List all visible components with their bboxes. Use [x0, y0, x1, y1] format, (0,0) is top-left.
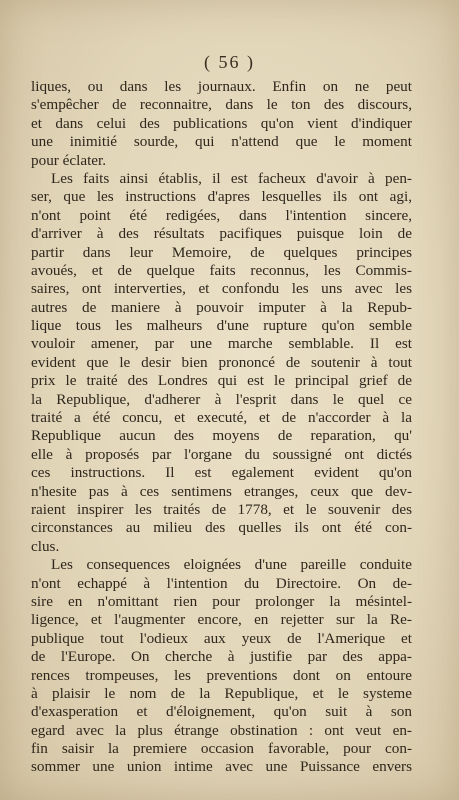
text-line: d'arriver à des résultats pacifiques puisque loin de: [31, 225, 412, 243]
text-line: d'exasperation et d'éloignement, qu'on suit à son: [31, 703, 412, 721]
page-number: ( 56 ): [204, 52, 255, 72]
text-line: Les faits ainsi établis, il est facheux d'avoir à pen-: [51, 169, 412, 187]
text-line: autres de maniere à pouvoir imputer à la Repub-: [31, 298, 412, 316]
text-line: à plaisir le nom de la Republique, et le systeme: [31, 684, 412, 702]
text-line: fin saisir la premiere occasion favorable, pour con-: [31, 740, 412, 758]
text-line: n'hesite pas à ces sentimens etranges, ceux que dev-: [31, 482, 412, 500]
text-line: saires, ont interverties, et confondu les uns avec les: [31, 280, 412, 298]
text-line: Republique aucun des moyens de reparation, qu': [31, 427, 412, 445]
text-line: elle à proposés par l'organe du soussigné ont dictés: [31, 445, 412, 463]
body-text: [31, 78, 412, 777]
text-line: une inimitié sourde, qui n'attend que le moment: [31, 133, 412, 151]
text-line: vouloir amener, par une marche semblable. Il est: [31, 335, 412, 353]
text-line: sire en n'omittant rien pour prolonger la mésintel-: [31, 592, 412, 610]
text-line: liques, ou dans les journaux. Enfin on ne peut: [31, 78, 412, 95]
text-line: la Republique, d'adherer à l'esprit dans le quel ce: [31, 390, 412, 408]
text-line: de l'Europe. On cherche à justifie par des appa-: [31, 648, 412, 666]
text-line: circonstances au milieu des quelles ils ont été con-: [31, 519, 412, 537]
text-line: Les consequences eloignées d'une pareille conduite: [51, 556, 412, 574]
text-line: rences trompeuses, les preventions dont on entoure: [31, 666, 412, 684]
text-line: publique tout l'odieux aux yeux de l'Amerique et: [31, 629, 412, 647]
text-line: lique tous les malheurs d'une rupture qu'on semble: [31, 317, 412, 335]
text-line: pour éclater.: [31, 151, 107, 169]
text-line: ligence, et l'augmenter encore, en rejetter sur la Re-: [31, 611, 412, 629]
text-line: traité a été concu, et executé, et de n'accorder à la: [31, 409, 412, 427]
text-line: partir dans leur Memoire, de quelques principes: [31, 243, 412, 261]
text-line: egard avec la plus étrange obstination : ont veut en-: [31, 721, 412, 739]
text-line: raient inspirer les traités de 1778, et le souvenir des: [31, 500, 412, 518]
text-line: ser, que les instructions d'apres lesquelles ils ont agi,: [31, 188, 412, 206]
text-line: sommer une union intime avec une Puissance envers: [31, 758, 412, 776]
text-line: s'empêcher de reconnaitre, dans le ton des discours,: [31, 96, 412, 114]
text-line: evident que le desir bien prononcé de soutenir à tout: [31, 353, 412, 371]
text-line: n'ont point été redigées, dans l'intention sincere,: [31, 206, 412, 224]
text-line: avoués, et de quelque faits reconnus, les Commis-: [31, 261, 412, 279]
text-line: ces instructions. Il est egalement evident qu'on: [31, 464, 412, 482]
text-line: et dans celui des publications qu'on vient d'indiquer: [31, 114, 412, 132]
text-line: prix le traité des Londres qui est le principal grief de: [31, 372, 412, 390]
text-line: clus.: [31, 537, 60, 555]
text-line: n'ont echappé à l'intention du Directoire. On de-: [31, 574, 412, 592]
